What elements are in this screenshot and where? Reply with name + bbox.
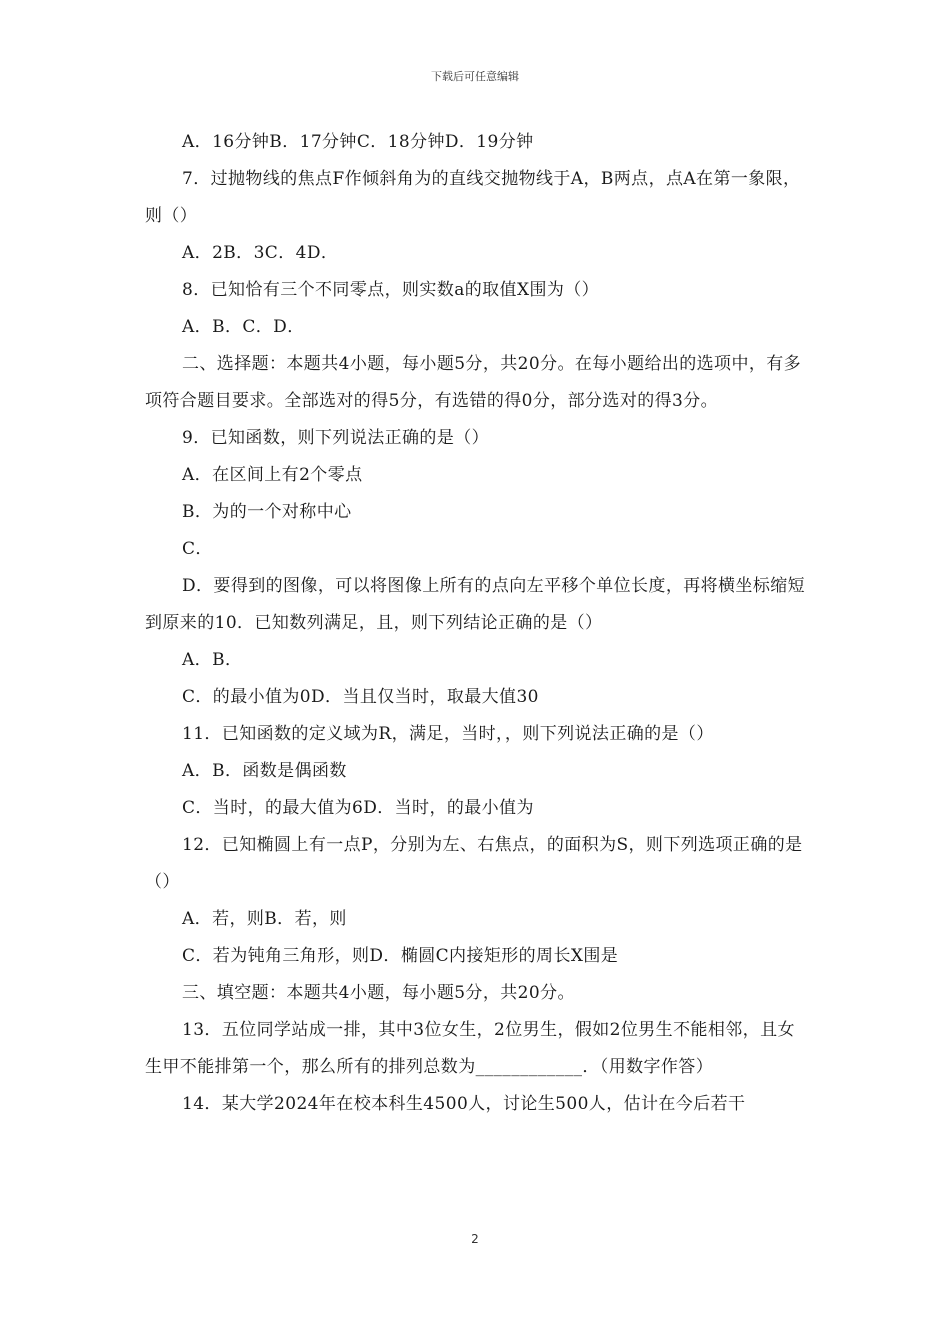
- paragraph-q12-options-ab: A．若，则B．若，则: [182, 909, 347, 929]
- paragraph-question-13: 13．五位同学站成一排，其中3位女生，2位男生，假如2位男生不能相邻，且女生甲不能排第一个，那么所有的排列总数为____________．（用数字作答）: [145, 1020, 795, 1077]
- paragraph-question-8: 8．已知恰有三个不同零点，则实数a的取值X围为（）: [182, 280, 600, 300]
- paragraph-options-q8: A．B．C．D．: [182, 317, 305, 337]
- paragraph-question-14: 14．某大学2024年在校本科生4500人，讨论生500人，估计在今后若干: [182, 1094, 746, 1114]
- paragraph-q11-options-cd: C．当时，的最大值为6D．当时，的最小值为: [182, 798, 534, 818]
- paragraph-question-12: 12．已知椭圆上有一点P，分别为左、右焦点，的面积为S，则下列选项正确的是（）: [145, 835, 803, 892]
- page-number: 2: [471, 1232, 479, 1246]
- paragraph-question-11: 11．已知函数的定义域为R，满足，当时，，则下列说法正确的是（）: [182, 724, 714, 744]
- paragraph-section-2-heading: 二、选择题：本题共4小题，每小题5分，共20分。在每小题给出的选项中，有多项符合题目要求。全部选对的得5分，有选错的得0分，部分选对的得3分。: [145, 354, 802, 411]
- paragraph-q9-option-b: B．为的一个对称中心: [182, 502, 352, 522]
- document-body: [145, 124, 810, 1123]
- paragraph-q10-options-ab: A．B．: [182, 650, 243, 670]
- paragraph-q10-options-cd: C．的最小值为0D．当且仅当时，取最大值30: [182, 687, 539, 707]
- paragraph-q9-option-d-q10: D．要得到的图像，可以将图像上所有的点向左平移个单位长度，再将横坐标缩短到原来的10．已知数列满足，且，则下列结论正确的是（）: [145, 576, 806, 633]
- page-header: 下载后可任意编辑: [431, 70, 519, 83]
- paragraph-q11-options-ab: A．B．函数是偶函数: [182, 761, 347, 781]
- paragraph-options-q6: A．16分钟B．17分钟C．18分钟D．19分钟: [182, 132, 534, 152]
- paragraph-options-q7: A．2B．3C．4D．: [182, 243, 339, 263]
- paragraph-section-3-heading: 三、填空题：本题共4小题，每小题5分，共20分。: [182, 983, 575, 1003]
- paragraph-question-9: 9．已知函数，则下列说法正确的是（）: [182, 428, 490, 448]
- paragraph-question-7: 7．过抛物线的焦点F作倾斜角为的直线交抛物线于A，B两点，点A在第一象限，则（）: [145, 169, 801, 226]
- paragraph-q9-option-c: C．: [182, 539, 213, 559]
- paragraph-q9-option-a: A．在区间上有2个零点: [182, 465, 363, 485]
- paragraph-q12-options-cd: C．若为钝角三角形，则D．椭圆C内接矩形的周长X围是: [182, 946, 619, 966]
